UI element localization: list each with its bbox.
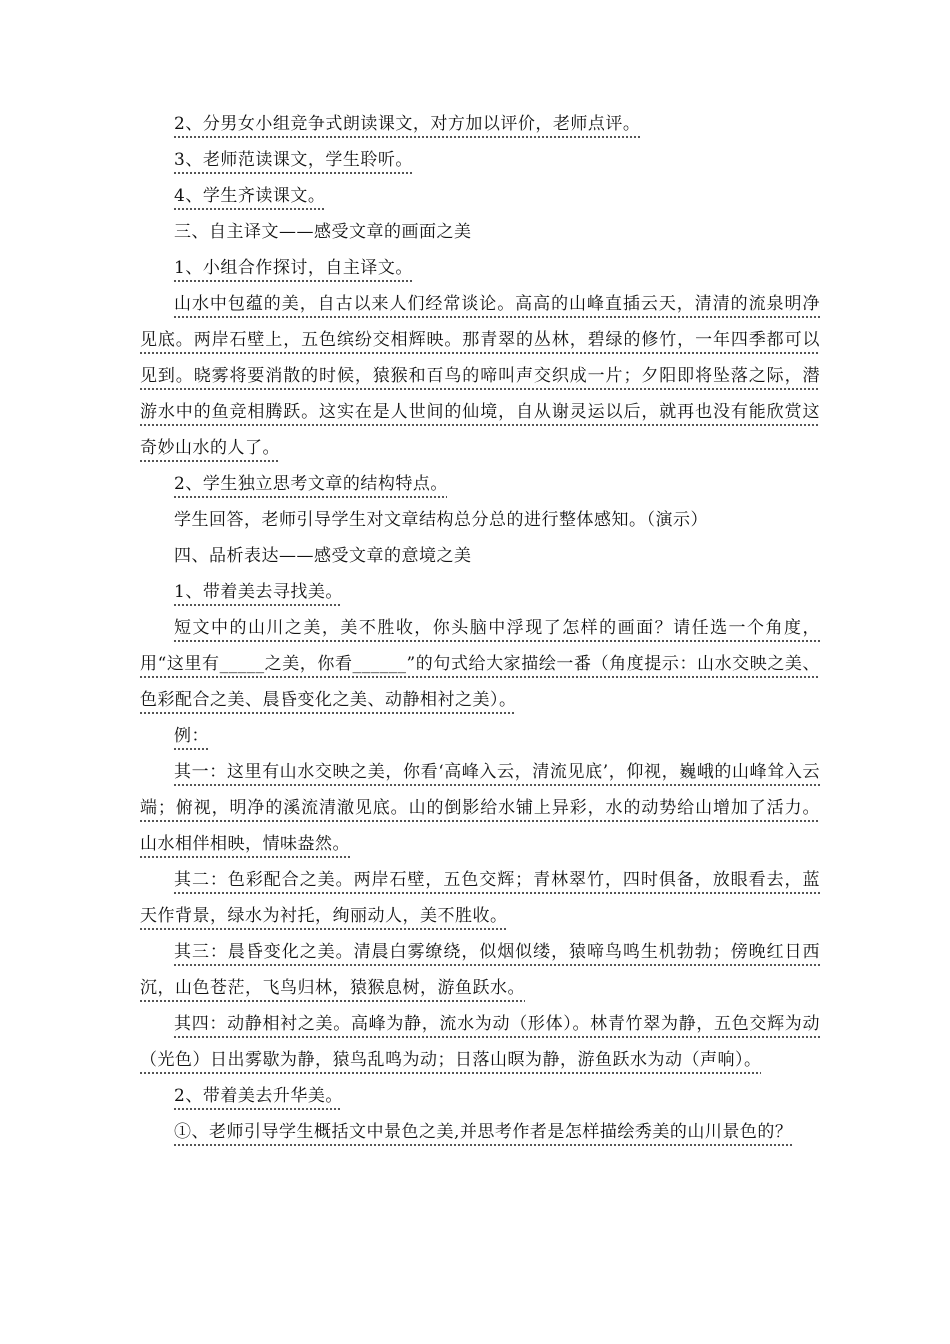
section-heading-4: 四、品析表达——感受文章的意境之美 (174, 546, 472, 566)
paragraph-structure-think: 2、学生独立思考文章的结构特点。 (174, 474, 448, 494)
paragraph-example-2: 其二：色彩配合之美。两岸石壁，五色交辉；青林翠竹，四时俱备，放眼看去，蓝天作背景，绿水为衬托，绚丽动人，美不胜收。 (140, 870, 820, 926)
paragraph-step-3: 3、老师范读课文，学生聆听。 (174, 150, 413, 170)
paragraph-translation: 山水中包蕴的美，自古以来人们经常谈论。高高的山峰直插云天，清清的流泉明净见底。两岸石壁上，五色缤纷交相辉映。那青翠的丛林，碧绿的修竹，一年四季都可以见到。晓雾将要消散的时候，猿猴和百鸟的啼叫声交织成一片；夕阳即将坠落之际，潜游水中的鱼竞相腾跃。这实在是人世间的仙境，自从谢灵运以后，就再也没有能欣赏这奇妙山水的人了。 (140, 294, 820, 458)
paragraph-teacher-guide: ①、老师引导学生概括文中景色之美,并思考作者是怎样描绘秀美的山川景色的？ (174, 1122, 793, 1142)
paragraph-example-label: 例： (174, 726, 209, 746)
paragraph-example-3: 其三：晨昏变化之美。清晨白雾缭绕，似烟似缕，猿啼鸟鸣生机勃勃；傍晚红日西沉，山色苍茫，飞鸟归林，猿猴息树，游鱼跃水。 (140, 942, 820, 998)
paragraph-step-2: 2、分男女小组竞争式朗读课文，对方加以评价，老师点评。 (174, 114, 641, 134)
paragraph-step-4: 4、学生齐读课文。 (174, 186, 326, 206)
document-page (140, 106, 820, 1150)
paragraph-example-1: 其一：这里有山水交映之美，你看‘高峰入云，清流见底’，仰视，巍峨的山峰耸入云端；俯视，明净的溪流清澈见底。山的倒影给水铺上异彩，水的动势给山增加了活力。山水相伴相映，情味盎然。 (140, 762, 820, 854)
section-heading-3: 三、自主译文——感受文章的画面之美 (174, 222, 472, 242)
paragraph-group-translate: 1、小组合作探讨，自主译文。 (174, 258, 413, 278)
paragraph-example-4: 其四：动静相衬之美。高峰为静，流水为动（形体）。林青竹翠为静，五色交辉为动（光色）日出雾歇为静，猿鸟乱鸣为动；日落山暝为静，游鱼跃水为动（声响）。 (140, 1014, 820, 1070)
paragraph-structure-answer: 学生回答，老师引导学生对文章结构总分总的进行整体感知。（演示） (174, 510, 708, 530)
paragraph-elevate-beauty: 2、带着美去升华美。 (174, 1086, 343, 1106)
paragraph-prompt: 短文中的山川之美，美不胜收，你头脑中浮现了怎样的画面？请任选一个角度，用“这里有_____之美，你看______”的句式给大家描绘一番（角度提示：山水交映之美、色彩配合之美、晨昏变化之美、动静相衬之美）。 (140, 618, 820, 710)
paragraph-find-beauty: 1、带着美去寻找美。 (174, 582, 343, 602)
